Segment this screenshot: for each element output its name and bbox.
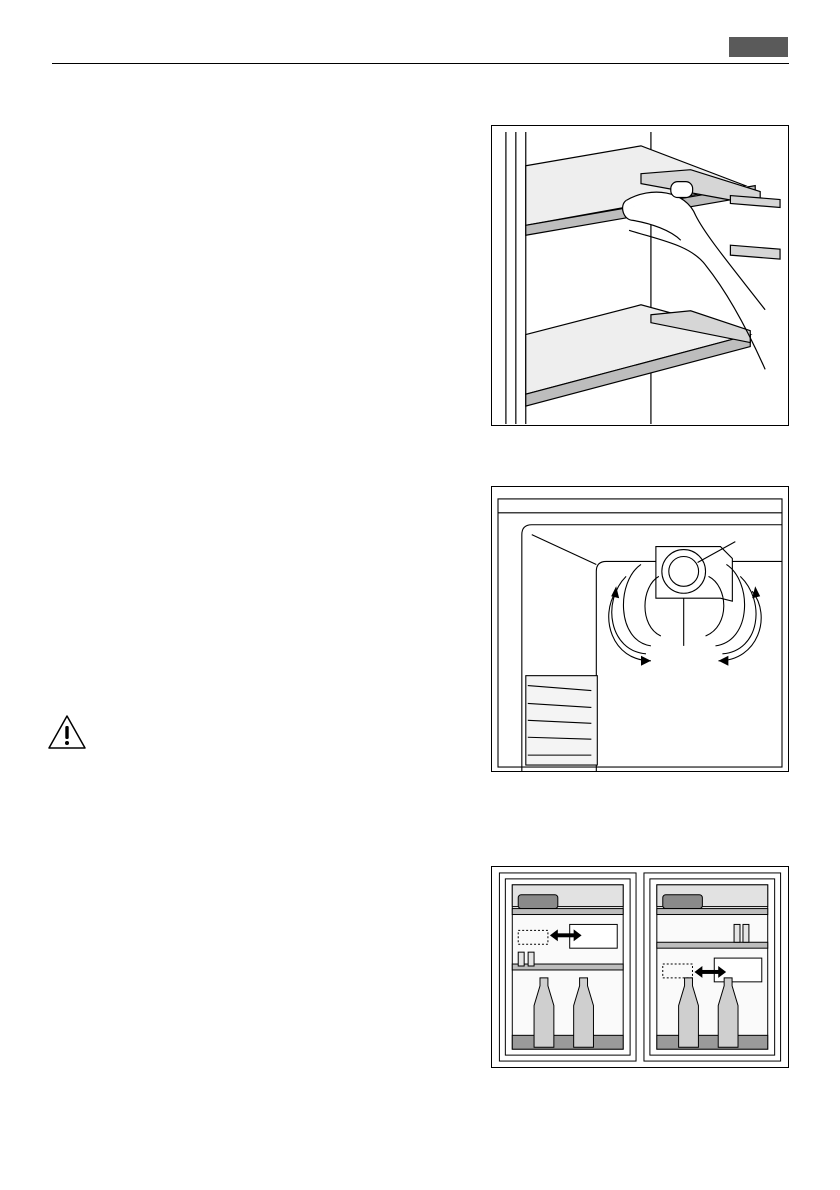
fan-airflow-drawing	[492, 487, 788, 771]
warning-triangle-icon	[47, 714, 87, 750]
shelf-removal-drawing	[492, 126, 788, 425]
shelf-positioning-drawing	[492, 867, 788, 1067]
fan-airflow-illustration	[491, 486, 789, 772]
header-tab	[729, 37, 788, 57]
shelf-removal-illustration	[491, 125, 789, 426]
shelf-positioning-illustration	[491, 866, 789, 1068]
header-rule	[52, 63, 789, 64]
